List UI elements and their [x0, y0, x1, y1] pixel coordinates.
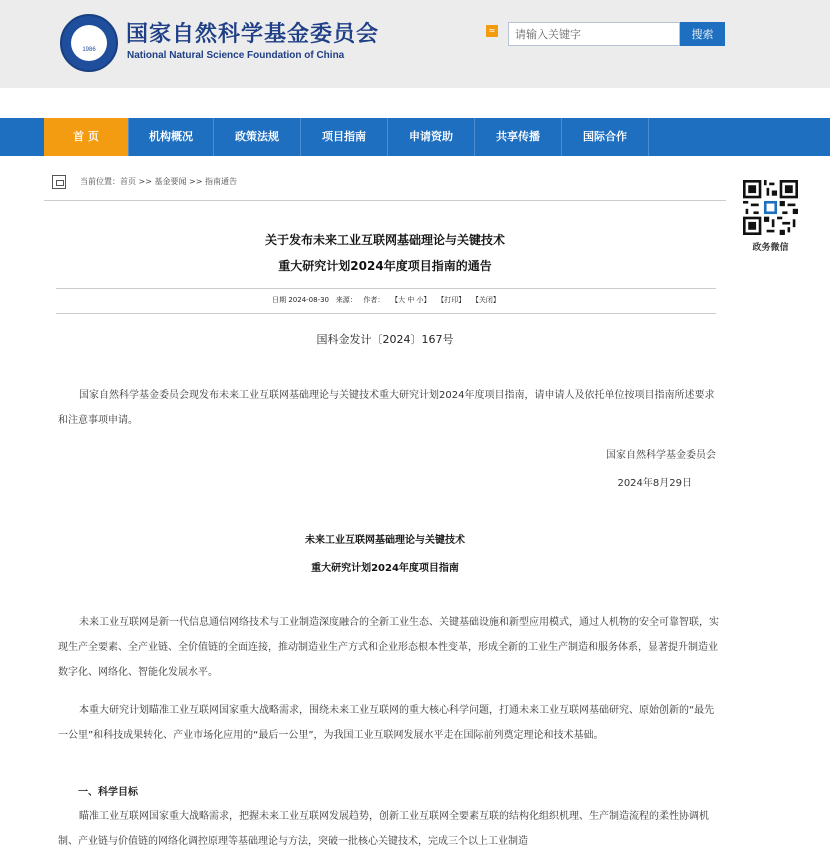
nav-item-about[interactable]: 机构概况 — [149, 130, 193, 143]
meta-date: 2024-08-30 — [288, 296, 330, 304]
meta-author-label: 作者： — [363, 296, 385, 304]
location-icon — [52, 175, 66, 189]
meta-text — [56, 295, 716, 305]
breadcrumb-separator: >> — [189, 177, 203, 186]
nav-item-home[interactable]: 首 页 — [44, 118, 128, 156]
guide-title-line2: 重大研究计划2024年度项目指南 — [311, 563, 459, 574]
nav-item-guide[interactable]: 项目指南 — [322, 130, 366, 143]
main-nav — [0, 118, 830, 156]
meta-date-label: 日期 — [272, 296, 287, 304]
meta-source-label: 来源： — [335, 296, 357, 304]
site-header — [0, 0, 830, 88]
guide-title-line1: 未来工业互联网基础理论与关键技术 — [305, 535, 465, 546]
wechat-qr-code-icon — [743, 180, 798, 235]
search-input[interactable] — [508, 22, 680, 46]
document-number: 国科金发计〔2024〕167号 — [316, 333, 454, 346]
logo-emblem — [71, 25, 107, 61]
close-link[interactable]: 【关闭】 — [471, 296, 500, 304]
signature: 国家自然科学基金委员会 — [606, 450, 716, 461]
section-heading: 一、科学目标 — [78, 787, 138, 798]
logo-year: 1986 — [82, 47, 96, 53]
article-meta — [56, 288, 716, 314]
nav-divider — [648, 118, 649, 156]
guide-paragraph-1: 未来工业互联网是新一代信息通信网络技术与工业制造深度融合的全新工业生态、关键基础设施和新型应用模式，通过人机物的安全可靠智联，实现生产全要素、全产业链、全价值链的全面连接，推动制造业生产方式和企业形态根本性变革，形成全新的工业生产制造和服务体系，显著提升制造业数字化、网络化、智能化发展水平。 — [58, 617, 719, 678]
print-link[interactable]: 【打印】 — [437, 296, 466, 304]
breadcrumb-home[interactable]: 首页 — [120, 177, 136, 186]
article-title-line1: 关于发布未来工业互联网基础理论与关键技术 — [264, 233, 505, 247]
section-paragraph: 瞄准工业互联网国家重大战略需求，把握未来工业互联网发展趋势，创新工业互联网全要素互联的结构化组织机理、生产制造流程的柔性协调机制、产业链与价值链的网络化调控原理等基础理论与方法，突破一批核心关键技术，完成三个以上工业制造 — [58, 811, 709, 847]
nav-item-sharing[interactable]: 共享传播 — [496, 130, 540, 143]
breadcrumb-label: 当前位置： — [80, 177, 120, 186]
nsfc-logo-icon[interactable] — [60, 14, 118, 72]
breadcrumb-notices[interactable]: 指南通告 — [205, 177, 237, 186]
qr-label: 政务微信 — [752, 243, 789, 253]
guide-paragraph-2: 本重大研究计划瞄准工业互联网国家重大战略需求，围绕未来工业互联网的重大核心科学问题，打通未来工业互联网基础研究、原始创新的“最先一公里”和科技成果转化、产业市场化应用的“最后一公里”，为我国工业互联网发展水平走在国际前列奠定理论和技术基础。 — [58, 705, 715, 741]
site-name-cn[interactable]: 国家自然科学基金委员会 — [126, 22, 380, 47]
sign-date: 2024年8月29日 — [617, 478, 692, 489]
breadcrumb-news[interactable]: 基金要闻 — [154, 177, 187, 186]
intro-paragraph: 国家自然科学基金委员会现发布未来工业互联网基础理论与关键技术重大研究计划2024年度项目指南，请申请人及依托单位按项目指南所述要求和注意事项申请。 — [58, 390, 715, 426]
font-size-toggle[interactable]: 【大 中 小】 — [391, 296, 431, 304]
search-button[interactable]: 搜索 — [680, 22, 725, 46]
breadcrumb-text — [80, 176, 237, 187]
rss-icon[interactable]: ≈ — [486, 25, 498, 37]
breadcrumb-separator: >> — [138, 177, 152, 186]
site-name-en[interactable]: National Natural Science Foundation of China — [127, 50, 345, 61]
article-title-line2: 重大研究计划2024年度项目指南的通告 — [278, 259, 492, 273]
breadcrumb — [44, 172, 726, 201]
nav-item-policy[interactable]: 政策法规 — [235, 130, 279, 143]
nav-item-funding[interactable]: 申请资助 — [409, 130, 453, 143]
nav-item-international[interactable]: 国际合作 — [583, 130, 627, 143]
